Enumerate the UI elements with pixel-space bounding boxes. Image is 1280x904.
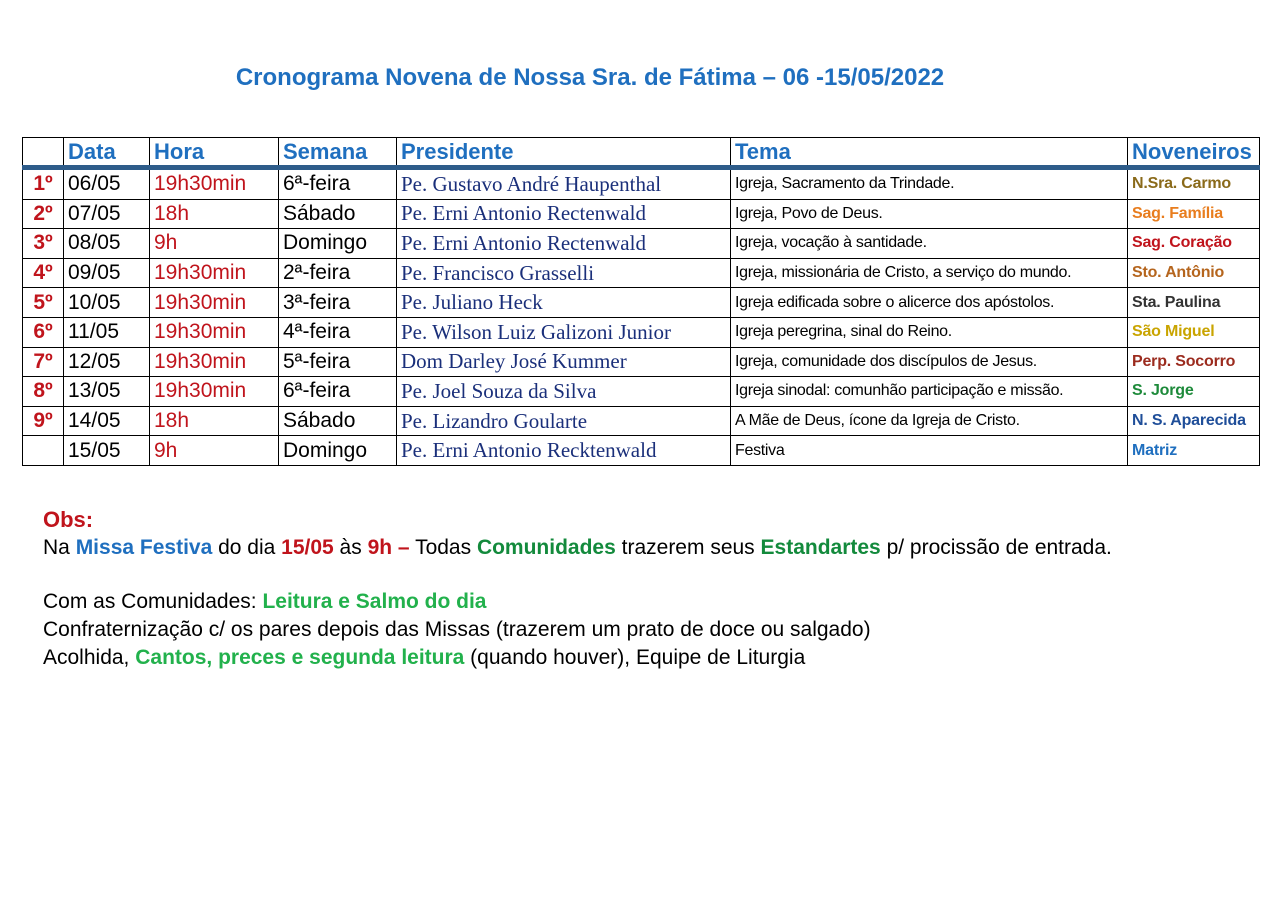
row-time: 19h30min bbox=[150, 258, 279, 288]
row-time: 19h30min bbox=[150, 347, 279, 377]
row-tema: Igreja, missionária de Cristo, a serviço do mundo. bbox=[731, 258, 1128, 288]
obs-text: às bbox=[333, 536, 368, 559]
row-weekday: Domingo bbox=[279, 229, 397, 259]
table-row bbox=[23, 199, 1260, 229]
header-presidente: Presidente bbox=[397, 138, 731, 168]
row-presidente: Pe. Gustavo André Haupenthal bbox=[397, 168, 731, 200]
row-weekday: 3ª-feira bbox=[279, 288, 397, 318]
row-presidente: Pe. Wilson Luiz Galizoni Junior bbox=[397, 317, 731, 347]
row-weekday: 4ª-feira bbox=[279, 317, 397, 347]
row-noveneiros: Sag. Família bbox=[1128, 199, 1260, 229]
header-num bbox=[23, 138, 64, 168]
row-date: 07/05 bbox=[64, 199, 150, 229]
table-row bbox=[23, 436, 1260, 466]
obs-highlight: Cantos, preces e segunda leitura bbox=[135, 646, 465, 669]
row-number: 1º bbox=[23, 168, 64, 200]
header-noveneiros: Noveneiros bbox=[1128, 138, 1260, 168]
row-tema: Igreja peregrina, sinal do Reino. bbox=[731, 317, 1128, 347]
obs-text: Com as Comunidades: bbox=[43, 590, 263, 613]
row-noveneiros: São Miguel bbox=[1128, 317, 1260, 347]
table-row bbox=[23, 168, 1260, 200]
row-date: 15/05 bbox=[64, 436, 150, 466]
table-row bbox=[23, 347, 1260, 377]
obs-text: Todas bbox=[409, 536, 477, 559]
obs-highlight: Missa Festiva bbox=[75, 536, 213, 559]
obs-highlight: Comunidades bbox=[476, 536, 616, 559]
obs-highlight: Leitura e Salmo do dia bbox=[262, 590, 487, 613]
row-date: 09/05 bbox=[64, 258, 150, 288]
obs-line-4 bbox=[43, 644, 1243, 672]
obs-text: trazerem seus bbox=[615, 536, 761, 559]
row-noveneiros: N.Sra. Carmo bbox=[1128, 168, 1260, 200]
row-tema: Igreja, Povo de Deus. bbox=[731, 199, 1128, 229]
row-presidente: Pe. Erni Antonio Rectenwald bbox=[397, 199, 731, 229]
row-tema: Igreja, comunidade dos discípulos de Jesus. bbox=[731, 347, 1128, 377]
row-tema: Igreja, vocação à santidade. bbox=[731, 229, 1128, 259]
row-weekday: Sábado bbox=[279, 406, 397, 436]
row-noveneiros: Matriz bbox=[1128, 436, 1260, 466]
row-tema: Igreja sinodal: comunhão participação e missão. bbox=[731, 377, 1128, 407]
row-number: 6º bbox=[23, 317, 64, 347]
header-data: Data bbox=[64, 138, 150, 168]
header-tema: Tema bbox=[731, 138, 1128, 168]
row-date: 12/05 bbox=[64, 347, 150, 377]
row-date: 06/05 bbox=[64, 168, 150, 200]
row-weekday: 6ª-feira bbox=[279, 377, 397, 407]
row-time: 19h30min bbox=[150, 168, 279, 200]
row-time: 19h30min bbox=[150, 288, 279, 318]
obs-highlight: 9h – bbox=[367, 536, 410, 559]
row-tema: Festiva bbox=[731, 436, 1128, 466]
row-date: 13/05 bbox=[64, 377, 150, 407]
schedule-table bbox=[22, 137, 1260, 466]
obs-line-3: Confraternização c/ os pares depois das Missas (trazerem um prato de doce ou salgado) bbox=[43, 618, 871, 641]
row-date: 11/05 bbox=[64, 317, 150, 347]
row-time: 18h bbox=[150, 406, 279, 436]
row-tema: Igreja, Sacramento da Trindade. bbox=[731, 168, 1128, 200]
row-weekday: 6ª-feira bbox=[279, 168, 397, 200]
row-date: 08/05 bbox=[64, 229, 150, 259]
row-number: 3º bbox=[23, 229, 64, 259]
row-noveneiros: Sto. Antônio bbox=[1128, 258, 1260, 288]
row-number bbox=[23, 436, 64, 466]
row-date: 10/05 bbox=[64, 288, 150, 318]
row-presidente: Dom Darley José Kummer bbox=[397, 347, 731, 377]
obs-line-2 bbox=[43, 588, 1243, 616]
row-number: 2º bbox=[23, 199, 64, 229]
row-presidente: Pe. Lizandro Goularte bbox=[397, 406, 731, 436]
row-noveneiros: N. S. Aparecida bbox=[1128, 406, 1260, 436]
row-weekday: Domingo bbox=[279, 436, 397, 466]
observations bbox=[43, 506, 1243, 672]
table-row bbox=[23, 317, 1260, 347]
obs-text: (quando houver), Equipe de Liturgia bbox=[464, 646, 806, 669]
page-title: Cronograma Novena de Nossa Sra. de Fátima – 06 -15/05/2022 bbox=[235, 64, 945, 91]
row-tema: A Mãe de Deus, ícone da Igreja de Cristo. bbox=[731, 406, 1128, 436]
row-presidente: Pe. Erni Antonio Rectenwald bbox=[397, 229, 731, 259]
row-presidente: Pe. Joel Souza da Silva bbox=[397, 377, 731, 407]
row-number: 5º bbox=[23, 288, 64, 318]
obs-text: Acolhida, bbox=[43, 646, 136, 669]
obs-line-1 bbox=[43, 534, 1243, 562]
row-weekday: Sábado bbox=[279, 199, 397, 229]
row-tema: Igreja edificada sobre o alicerce dos apóstolos. bbox=[731, 288, 1128, 318]
header-hora: Hora bbox=[150, 138, 279, 168]
obs-highlight: 15/05 bbox=[281, 536, 334, 559]
table-row bbox=[23, 288, 1260, 318]
row-noveneiros: S. Jorge bbox=[1128, 377, 1260, 407]
table-row bbox=[23, 229, 1260, 259]
obs-text: p/ procissão de entrada. bbox=[880, 536, 1112, 559]
row-time: 19h30min bbox=[150, 377, 279, 407]
table-header-row bbox=[23, 138, 1260, 168]
row-date: 14/05 bbox=[64, 406, 150, 436]
row-time: 18h bbox=[150, 199, 279, 229]
obs-highlight: Estandartes bbox=[760, 536, 881, 559]
table-row bbox=[23, 258, 1260, 288]
obs-title: Obs: bbox=[43, 507, 94, 532]
row-presidente: Pe. Francisco Grasselli bbox=[397, 258, 731, 288]
row-number: 7º bbox=[23, 347, 64, 377]
row-presidente: Pe. Erni Antonio Recktenwald bbox=[397, 436, 731, 466]
row-weekday: 5ª-feira bbox=[279, 347, 397, 377]
row-presidente: Pe. Juliano Heck bbox=[397, 288, 731, 318]
row-time: 9h bbox=[150, 436, 279, 466]
table-row bbox=[23, 406, 1260, 436]
row-weekday: 2ª-feira bbox=[279, 258, 397, 288]
row-number: 9º bbox=[23, 406, 64, 436]
table-row bbox=[23, 377, 1260, 407]
row-noveneiros: Sag. Coração bbox=[1128, 229, 1260, 259]
obs-text: do dia bbox=[212, 536, 282, 559]
row-number: 8º bbox=[23, 377, 64, 407]
row-noveneiros: Perp. Socorro bbox=[1128, 347, 1260, 377]
row-time: 9h bbox=[150, 229, 279, 259]
header-semana: Semana bbox=[279, 138, 397, 168]
row-time: 19h30min bbox=[150, 317, 279, 347]
obs-text: Na bbox=[43, 536, 76, 559]
row-number: 4º bbox=[23, 258, 64, 288]
row-noveneiros: Sta. Paulina bbox=[1128, 288, 1260, 318]
